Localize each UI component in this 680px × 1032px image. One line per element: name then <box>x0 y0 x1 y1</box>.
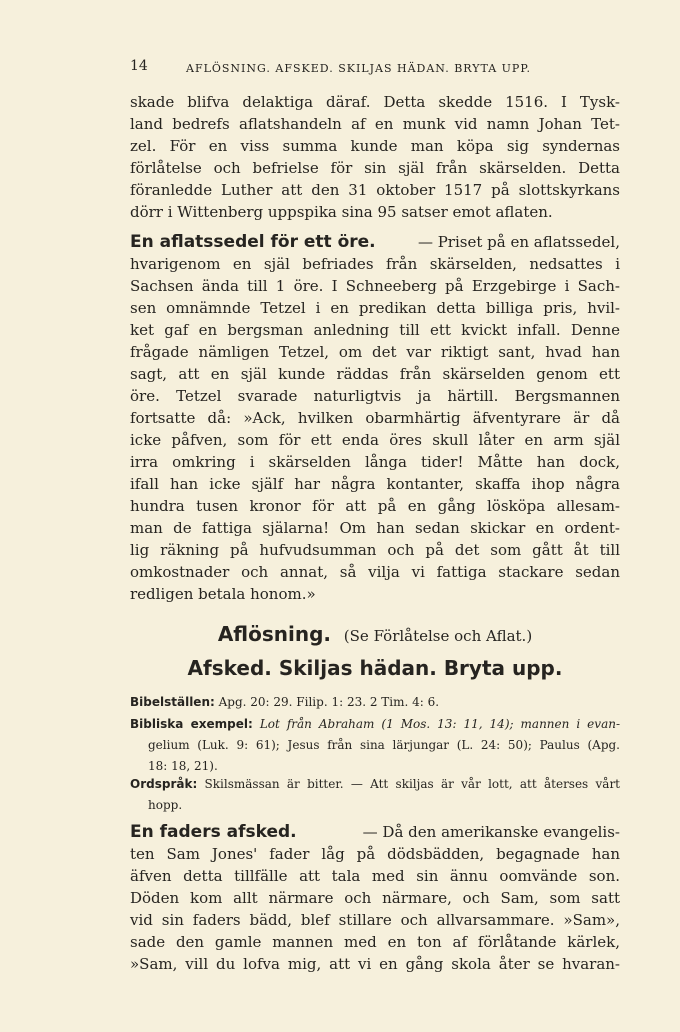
text-line: äfven detta tillfälle att tala med sin ännu oomvände son. <box>130 867 620 885</box>
page-number: 14 <box>130 58 148 74</box>
text-line: hundra tusen kronor för att på en gång lösköpa allesam- <box>130 497 620 515</box>
text-line: vid sin faders bädd, blef stillare och allvarsammare. »Sam», <box>130 911 620 929</box>
bible-examples-line: gelium (Luk. 9: 61); Jesus från sina lärjungar (L. 24: 50); Paulus (Apg. <box>148 738 620 752</box>
bible-references-label: Bibelställen: <box>130 695 215 709</box>
section-heading-line <box>130 232 620 252</box>
section-heading-line <box>130 822 620 842</box>
section-title: En aflatssedel för ett öre. <box>130 232 376 252</box>
bible-references-text: Apg. 20: 29. Filip. 1: 23. 2 Tim. 4: 6. <box>218 695 440 709</box>
text-line: förlåtelse och befrielse för sin själ från skärselden. Detta <box>130 159 620 177</box>
topic-heading-aflosning <box>130 624 620 646</box>
text-line: icke påfven, som för ett enda öres skull låter en arm själ <box>130 431 620 449</box>
bible-examples <box>130 714 620 734</box>
text-line: Sachsen ända till 1 öre. I Schneeberg på Erzgebirge i Sach- <box>130 277 620 295</box>
bible-examples-label: Bibliska exempel: <box>130 717 253 731</box>
text-line: »Sam, vill du lofva mig, att vi en gång skola åter se hvaran- <box>130 955 620 973</box>
text-line: sagt, att en själ kunde räddas från skärselden genom ett <box>130 365 620 383</box>
topic-title: Aflösning. <box>217 622 332 646</box>
section-first-text: — Priset på en aflatssedel, <box>417 233 620 251</box>
text-line: lig räkning på hufvudsumman och på det som gått åt till <box>130 541 620 559</box>
text-line: ifall han icke själf har några kontanter, skaffa ihop några <box>130 475 620 493</box>
text-line: man de fattiga själarna! Om han sedan skickar en ordent- <box>130 519 620 537</box>
bible-references <box>130 692 620 712</box>
running-title: AFLÖSNING. AFSKED. SKILJAS HÄDAN. BRYTA UPP. <box>186 62 532 75</box>
topic-heading-afsked: Afsked. Skiljas hädan. Bryta upp. <box>187 656 563 680</box>
cross-reference: (Se Förlåtelse och Aflat.) <box>343 627 533 645</box>
text-line: Döden kom allt närmare och närmare, och Sam, som satt <box>130 889 620 907</box>
text-line: sade den gamle mannen med en ton af förlåtande kärlek, <box>130 933 620 951</box>
text-line: skade blifva delaktiga däraf. Detta skedde 1516. I Tysk- <box>130 93 620 111</box>
text-line: föranledde Luther att den 31 oktober 1517 på slottskyrkans <box>130 181 620 199</box>
bible-examples-line: 18: 18, 21). <box>148 759 218 773</box>
text-line: sen omnämnde Tetzel i en predikan detta billiga pris, hvil- <box>130 299 620 317</box>
section-title: En faders afsked. <box>130 822 297 842</box>
text-line: land bedrefs aflatshandeln af en munk vid namn Johan Tet- <box>130 115 620 133</box>
text-line: hvarigenom en själ befriades från skärselden, nedsattes i <box>130 255 620 273</box>
section-first-text: — Då den amerikanske evangelis- <box>362 823 620 841</box>
text-line: ten Sam Jones' fader låg på dödsbädden, begagnade han <box>130 845 620 863</box>
text-line: redligen betala honom.» <box>130 585 316 603</box>
text-line: öre. Tetzel svarade naturligtvis ja härtill. Bergsmannen <box>130 387 620 405</box>
page-header <box>130 60 630 80</box>
text-line: ket gaf en bergsman anledning till ett kvickt infall. Denne <box>130 321 620 339</box>
text-line: zel. För en viss summa kunde man köpa sig syndernas <box>130 137 620 155</box>
text-line: frågade nämligen Tetzel, om det var riktigt sant, hvad han <box>130 343 620 361</box>
text-line: fortsatte då: »Ack, hvilken obarmhärtig äfventyrare är då <box>130 409 620 427</box>
bible-examples-text: Lot från Abraham (1 Mos. 13: 11, 14); mannen i evan- <box>259 717 621 731</box>
text-line: dörr i Wittenberg uppspika sina 95 satser emot aflaten. <box>130 203 553 221</box>
proverbs <box>130 774 620 794</box>
text-line: irra omkring i skärselden långa tider! Måtte han dock, <box>130 453 620 471</box>
proverbs-label: Ordspråk: <box>130 777 198 791</box>
text-line: omkostnader och annat, så vilja vi fattiga stackare sedan <box>130 563 620 581</box>
proverbs-text: Skilsmässan är bitter. — Att skiljas är vår lott, att återses vårt <box>204 777 620 791</box>
proverbs-line: hopp. <box>148 798 183 812</box>
